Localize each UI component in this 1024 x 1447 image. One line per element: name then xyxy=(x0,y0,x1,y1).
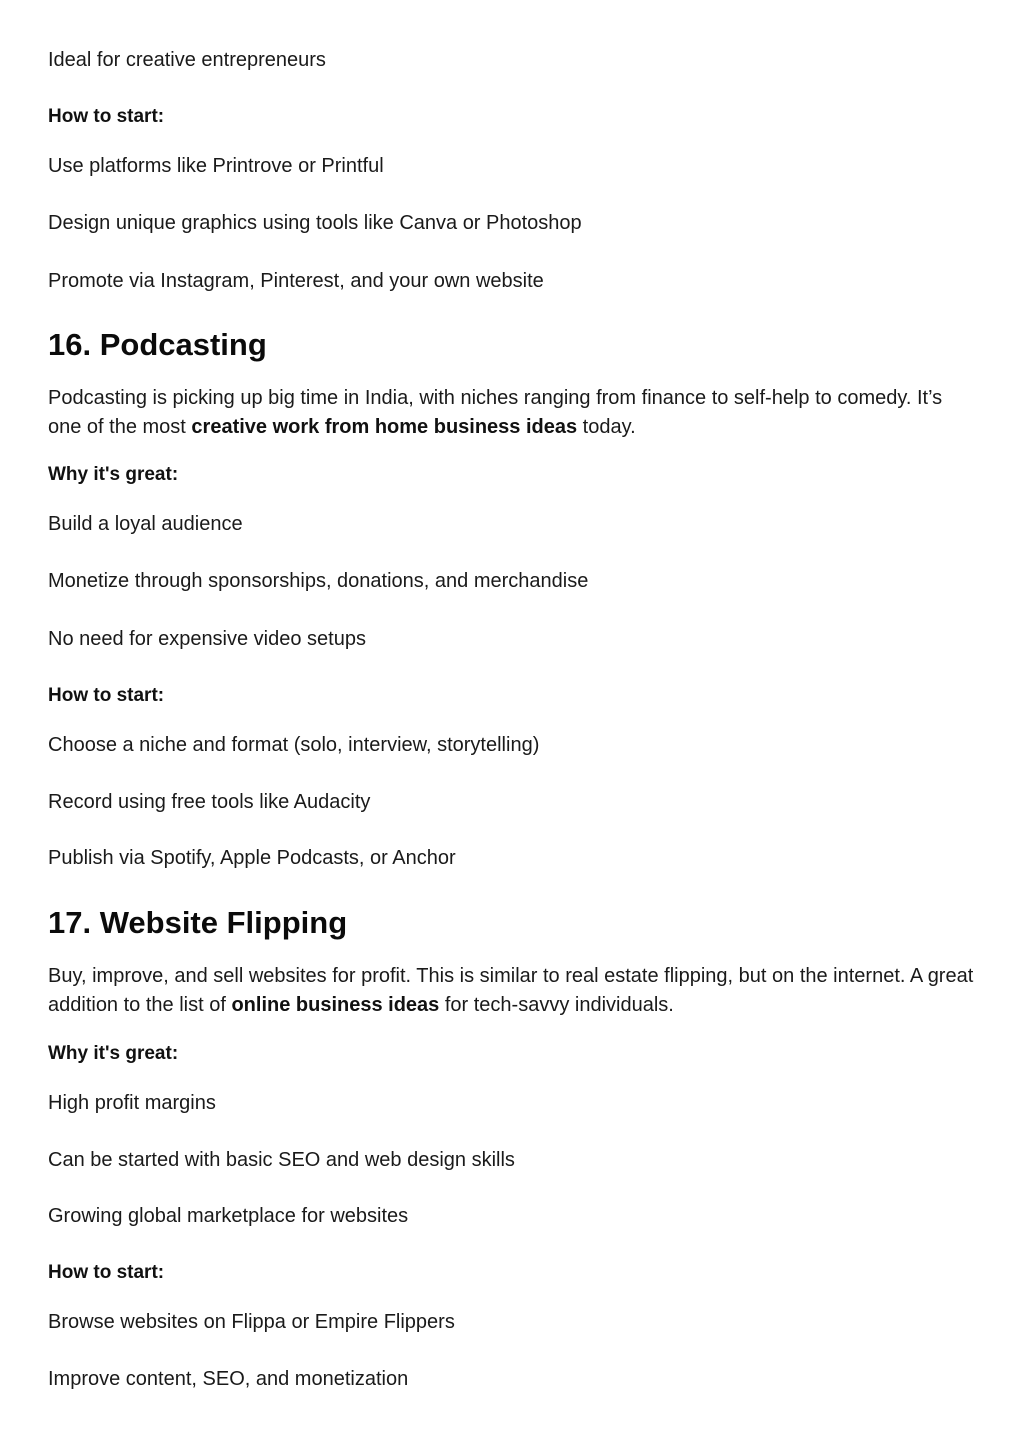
list-item: Improve content, SEO, and monetization xyxy=(48,1368,409,1390)
how-to-start-label: How to start: xyxy=(48,106,165,127)
description-text: Podcasting is picking up big time in India, with niches ranging from finance to self-help to comedy. It’s one of the most xyxy=(48,387,943,438)
list-item: High profit margins xyxy=(48,1092,216,1114)
list-item: Promote via Instagram, Pinterest, and your own website xyxy=(48,270,544,292)
why-its-great-label: Why it's great: xyxy=(48,464,179,485)
how-to-start-label: How to start: xyxy=(48,1262,165,1283)
list-item: Build a loyal audience xyxy=(48,513,243,535)
keyword-highlight: creative work from home business ideas xyxy=(191,415,578,438)
intro-line: Ideal for creative entrepreneurs xyxy=(48,49,326,71)
section-heading-podcasting: 16. Podcasting xyxy=(48,327,267,362)
list-item: Monetize through sponsorships, donations, and merchandise xyxy=(48,570,589,592)
description-text: Buy, improve, and sell websites for profit. This is similar to real estate flipping, but on the internet. A great addition to the list of xyxy=(48,965,974,1016)
list-item: Browse websites on Flippa or Empire Flippers xyxy=(48,1311,455,1333)
list-item: Can be started with basic SEO and web design skills xyxy=(48,1149,515,1171)
list-item: Publish via Spotify, Apple Podcasts, or Anchor xyxy=(48,847,456,869)
list-item: Use platforms like Printrove or Printful xyxy=(48,155,384,177)
description-text: for tech-savvy individuals. xyxy=(439,993,674,1016)
list-item: Growing global marketplace for websites xyxy=(48,1205,409,1227)
how-to-start-label: How to start: xyxy=(48,685,165,706)
description-text: today. xyxy=(577,415,636,438)
section-heading-website-flipping: 17. Website Flipping xyxy=(48,905,348,940)
keyword-highlight: online business ideas xyxy=(231,993,440,1016)
list-item: No need for expensive video setups xyxy=(48,628,366,650)
list-item: Design unique graphics using tools like Canva or Photoshop xyxy=(48,212,582,234)
why-its-great-label: Why it's great: xyxy=(48,1043,179,1064)
section-description xyxy=(48,962,978,1019)
list-item: Choose a niche and format (solo, interview, storytelling) xyxy=(48,734,540,756)
list-item: Record using free tools like Audacity xyxy=(48,791,371,813)
section-description xyxy=(48,384,978,441)
